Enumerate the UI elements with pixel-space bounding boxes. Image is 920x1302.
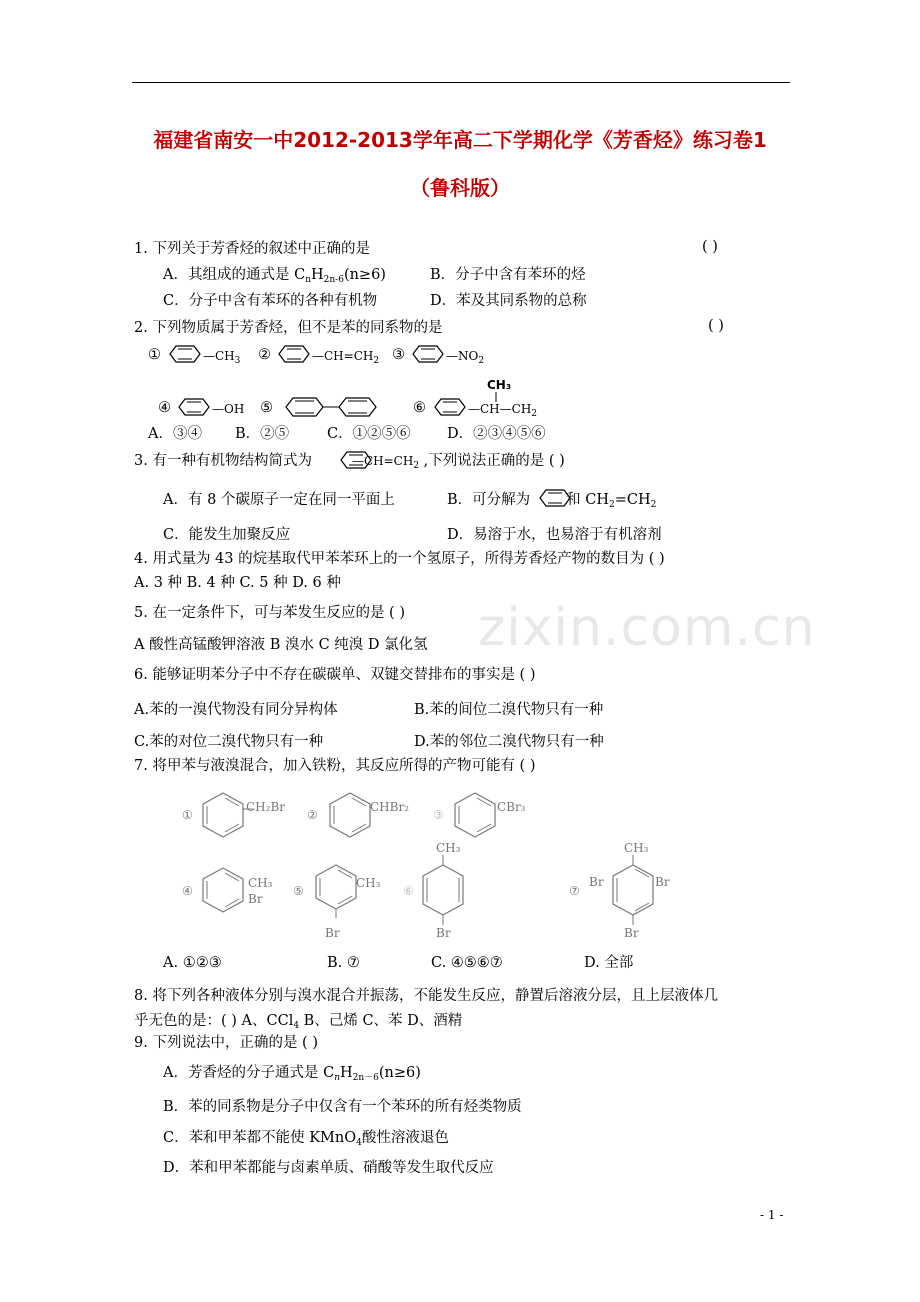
q3-option-c: C．能发生加聚反应 (163, 527, 291, 543)
q3-option-a: A．有 8 个碳原子一定在同一平面上 (163, 492, 395, 508)
benzene-ring-icon (431, 397, 469, 417)
q7-label-6: ⑥ (403, 884, 414, 898)
q6-option-b: B.苯的间位二溴代物只有一种 (414, 702, 604, 718)
q5-stem: 5. 在一定条件下，可与苯发生反应的是 ( ) (134, 605, 405, 621)
q6-option-a: A.苯的一溴代物没有同分异构体 (134, 702, 338, 718)
q4-stem: 4. 用式量为 43 的烷基取代甲苯苯环上的一个氢原子，所得芳香烃产物的数目为 ( ) (134, 551, 665, 567)
q7-group-4b: Br (248, 892, 263, 906)
q7-label-4: ④ (182, 884, 193, 898)
q2-option-a: A．③④ (148, 426, 202, 442)
q7-group-2: CHBr₂ (370, 800, 410, 814)
q7-group-5b: Br (325, 926, 340, 940)
q7-label-7: ⑦ (569, 884, 580, 898)
q6-option-d: D.苯的邻位二溴代物只有一种 (414, 734, 604, 750)
q1-option-b: B．分子中含有苯环的烃 (430, 267, 586, 283)
biphenyl-icon (284, 395, 380, 419)
q1-option-a: A．其组成的通式是 $C_nH_{2n-6}(n\ge 6)$ (163, 267, 386, 285)
q2-label-3: ③ (392, 347, 405, 363)
q2-label-5: ⑤ (260, 400, 273, 416)
q7-group-7c: Br (655, 875, 670, 889)
benzene-ring-icon (409, 344, 447, 364)
q7-label-3: ③ (433, 808, 444, 822)
benzene-ring-icon (311, 862, 361, 918)
q7-group-6b: Br (436, 926, 451, 940)
q5-options: A 酸性高锰酸钾溶液 B 溴水 C 纯溴 D 氯化氢 (134, 637, 428, 653)
page-subtitle: （鲁科版） (410, 176, 510, 200)
q7-label-1: ① (182, 808, 193, 822)
header-rule (132, 82, 790, 83)
page-title: 福建省南安一中2012-2013学年高二下学期化学《芳香烃》练习卷1 (153, 128, 767, 152)
q2-group-6-top: CH₃ (487, 378, 512, 392)
q9-option-c: C．苯和甲苯都不能使 KMnO$_4$酸性溶液退色 (163, 1130, 449, 1148)
q1-stem: 1. 下列关于芳香烃的叙述中正确的是 (134, 241, 370, 257)
q6-option-c: C.苯的对位二溴代物只有一种 (134, 734, 324, 750)
q7-group-7d: Br (624, 926, 639, 940)
q2-group-3: $—NO_2$ (446, 349, 485, 366)
q7-group-7b: Br (589, 875, 604, 889)
q2-option-d: D．②③④⑤⑥ (447, 426, 546, 442)
watermark: zixin.com.cn (478, 598, 816, 658)
benzene-ring-icon (275, 344, 313, 364)
q8-line-1: 8. 将下列各种液体分别与溴水混合并振荡，不能发生反应，静置后溶液分层，且上层液体几 (134, 988, 718, 1004)
q9-option-a: A．芳香烃的分子通式是 $C_nH_{2n-6}(n\ge 6)$ (163, 1065, 421, 1083)
q9-option-d: D．苯和甲苯都能与卤素单质、硝酸等发生取代反应 (163, 1160, 494, 1176)
q3-option-d: D．易溶于水，也易溶于有机溶剂 (447, 527, 662, 543)
q1-answer-paren: ( ) (702, 239, 718, 255)
q2-label-6: ⑥ (413, 400, 426, 416)
q2-group-6: $—CH—CH_2$ (468, 402, 538, 419)
q7-stem: 7. 将甲苯与液溴混合，加入铁粉，其反应所得的产物可能有 ( ) (134, 758, 536, 774)
q7-group-1: CH₂Br (246, 800, 286, 814)
q9-option-b: B．苯的同系物是分子中仅含有一个苯环的所有烃类物质 (163, 1099, 522, 1115)
q7-label-2: ② (307, 808, 318, 822)
q4-options: A. 3 种 B. 4 种 C. 5 种 D. 6 种 (134, 575, 341, 591)
q6-stem: 6. 能够证明苯分子中不存在碳碳单、双键交替排布的事实是 ( ) (134, 667, 536, 683)
q8-line-2: 乎无色的是：( ) A、CCl$_4$ B、己烯 C、苯 D、酒精 (134, 1013, 463, 1031)
q2-label-4: ④ (158, 400, 171, 416)
q7-option-c: C. ④⑤⑥⑦ (431, 955, 503, 971)
q2-option-c: C．①②⑤⑥ (327, 426, 411, 442)
q7-option-a: A. ①②③ (163, 955, 222, 971)
benzene-ring-icon (536, 488, 574, 508)
q7-group-3: CBr₃ (497, 800, 526, 814)
q7-label-5: ⑤ (293, 884, 304, 898)
q2-answer-paren: ( ) (708, 318, 724, 334)
q3-stem: 3. 有一种有机物结构简式为 $—CH=CH_2$ ,下列说法正确的是 ( ) (134, 453, 565, 471)
benzene-ring-icon (325, 790, 375, 840)
q9-stem: 9. 下列说法中，正确的是 ( ) (134, 1035, 318, 1051)
q7-group-4a: CH₃ (248, 876, 273, 890)
q7-option-b: B. ⑦ (327, 955, 360, 971)
q7-group-7a: CH₃ (624, 841, 649, 855)
page-number: - 1 - (760, 1208, 784, 1222)
benzene-ring-icon (175, 397, 213, 417)
q7-option-d: D. 全部 (584, 955, 634, 971)
benzene-ring-icon (166, 344, 204, 364)
q3-option-b: B．可分解为 和 $CH_2=CH_2$ (447, 492, 657, 510)
benzene-ring-icon (337, 450, 375, 470)
benzene-ring-icon (450, 790, 500, 840)
q2-label-2: ② (258, 347, 271, 363)
benzene-ring-icon (608, 855, 658, 927)
benzene-ring-icon (198, 865, 248, 915)
q2-option-b: B．②⑤ (235, 426, 290, 442)
q2-group-2: $—CH=CH_2$ (312, 349, 380, 366)
benzene-ring-icon (418, 855, 468, 927)
q7-group-5a: CH₃ (356, 876, 381, 890)
q7-group-6a: CH₃ (436, 841, 461, 855)
q2-group-1: $—CH_3$ (203, 349, 241, 366)
q1-option-d: D．苯及其同系物的总称 (430, 293, 587, 309)
q1-option-c: C．分子中含有苯环的各种有机物 (163, 293, 378, 309)
q2-label-1: ① (148, 347, 161, 363)
benzene-ring-icon (198, 790, 248, 840)
q2-stem: 2. 下列物质属于芳香烃，但不是苯的同系物的是 (134, 320, 443, 336)
q2-group-4: —OH (212, 402, 245, 416)
